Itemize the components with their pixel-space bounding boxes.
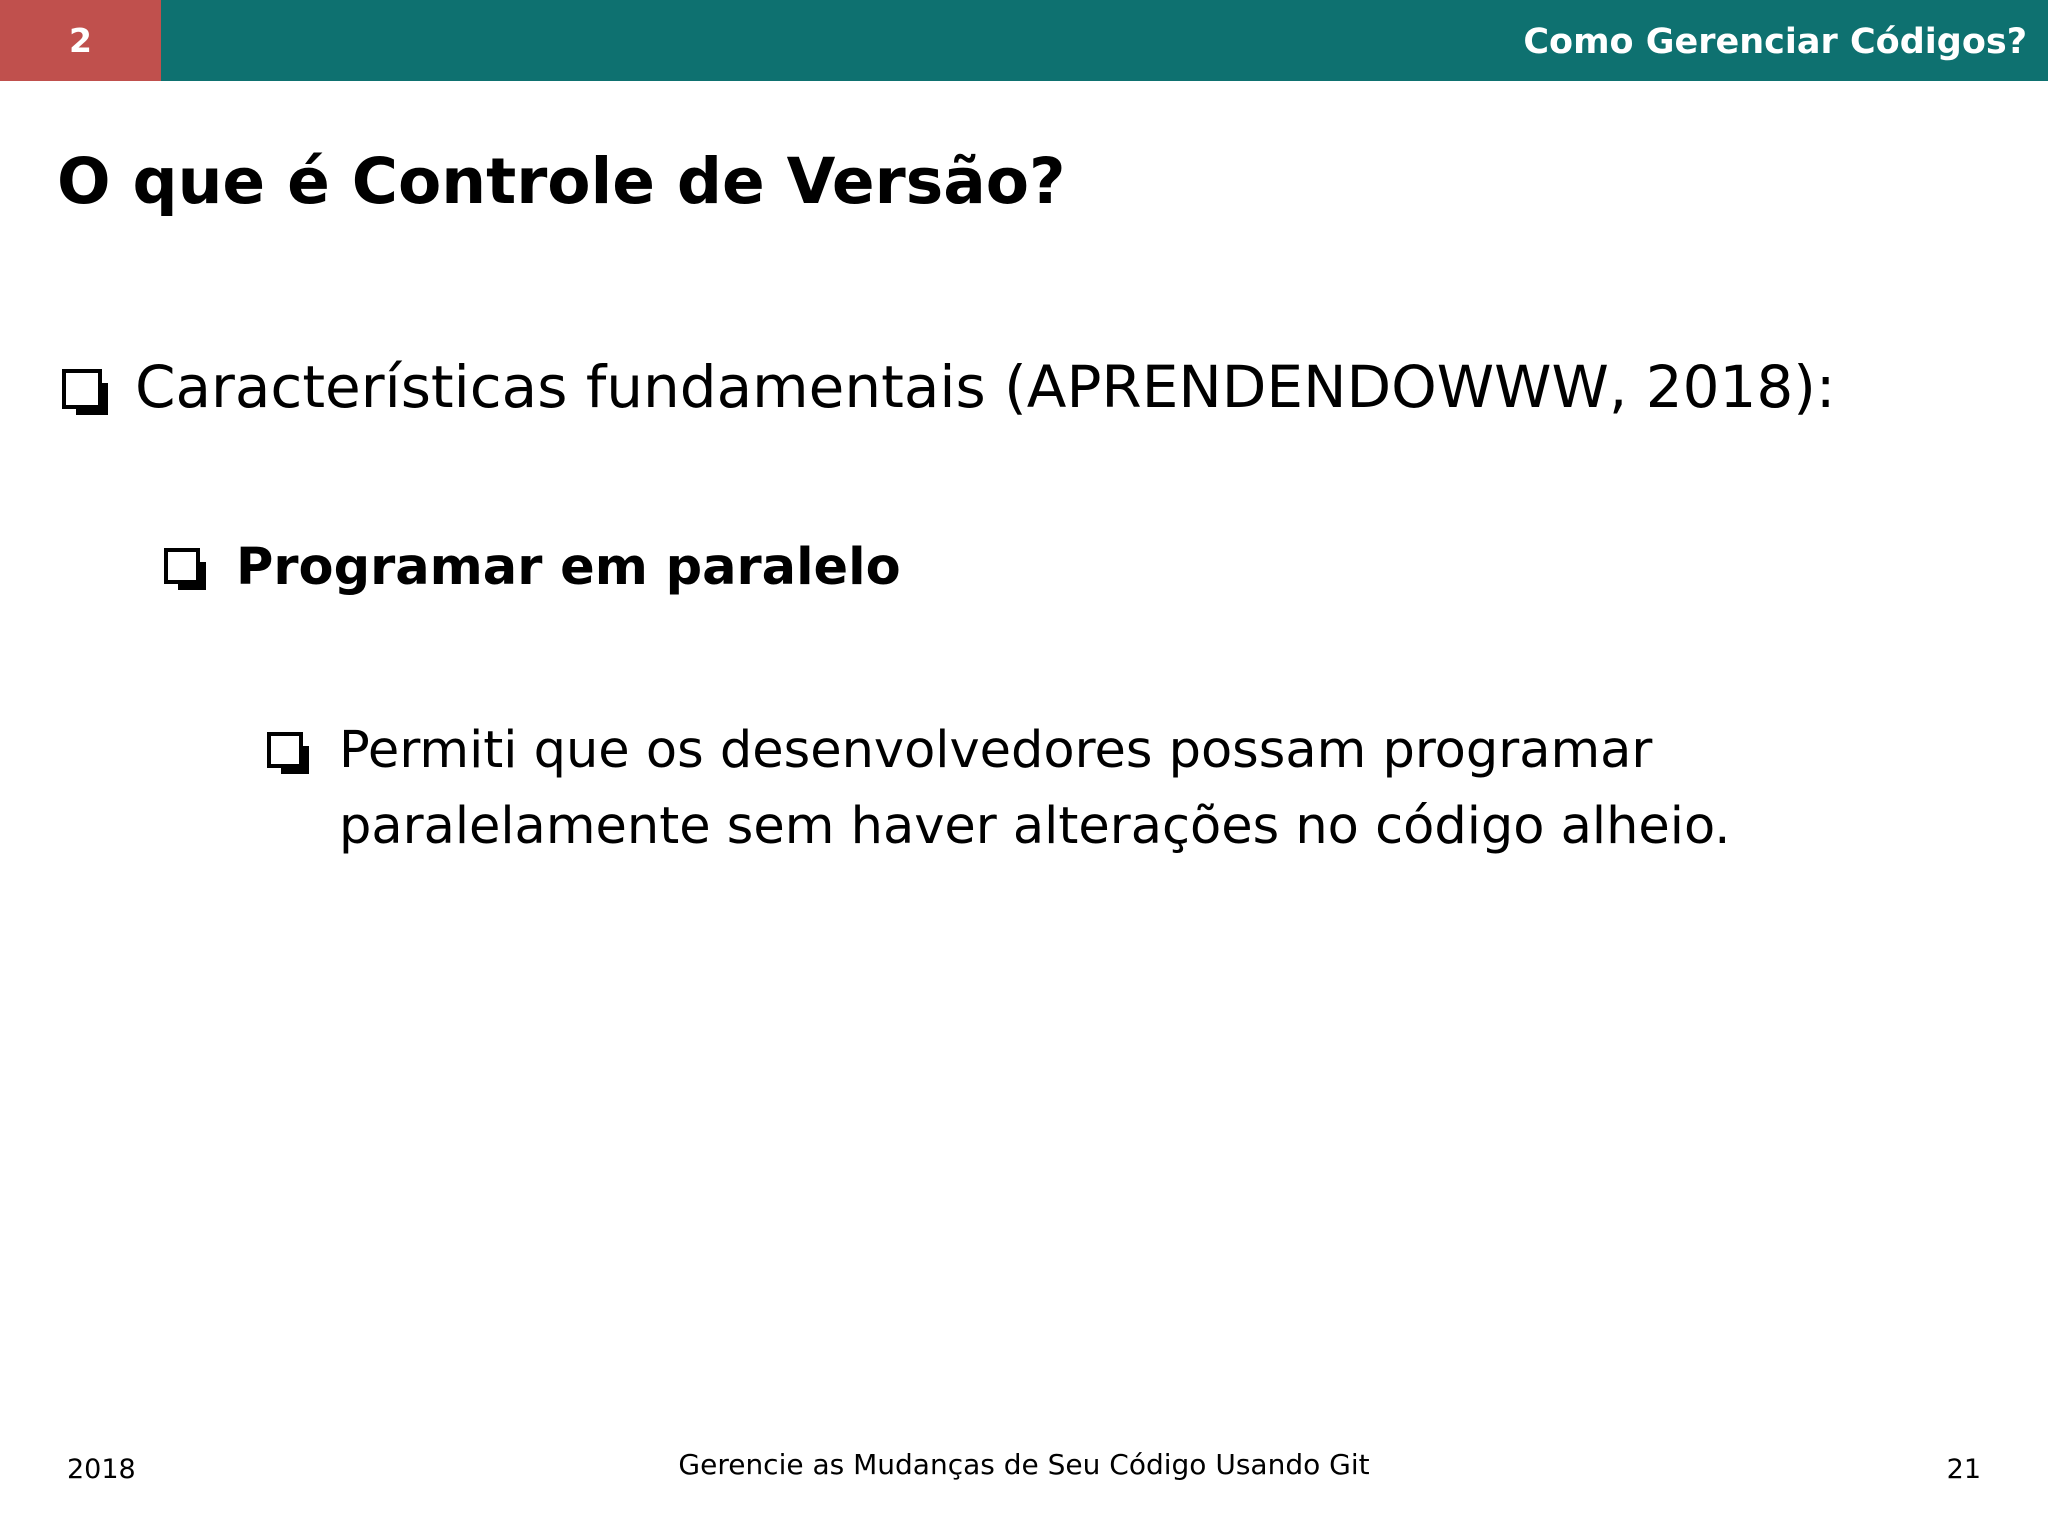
bullet-level-3 (267, 713, 1730, 865)
slide-title: O que é Controle de Versão? (57, 145, 1066, 218)
footer-year: 2018 (67, 1454, 136, 1485)
checkbox-icon (267, 732, 303, 768)
bullet-level-2 (164, 536, 901, 600)
bullet-text-line: Permiti que os desenvolvedores possam programar (339, 721, 1653, 780)
section-number-badge: 2 (0, 0, 161, 81)
bullet-level-1 (62, 352, 1835, 422)
checkbox-icon (164, 548, 200, 584)
checkbox-icon (62, 369, 102, 409)
section-title: Como Gerenciar Códigos? (1523, 22, 2027, 62)
bullet-text: Programar em paralelo (236, 538, 901, 597)
footer-page-number: 21 (1946, 1454, 1981, 1485)
bullet-text-line: paralelamente sem haver alterações no código alheio. (339, 797, 1731, 856)
bullet-text: Características fundamentais (APRENDENDOWWW, 2018): (135, 353, 1836, 421)
bullet-text-block (339, 713, 1730, 865)
footer-presentation-title: Gerencie as Mudanças de Seu Código Usando Git (678, 1448, 1370, 1481)
